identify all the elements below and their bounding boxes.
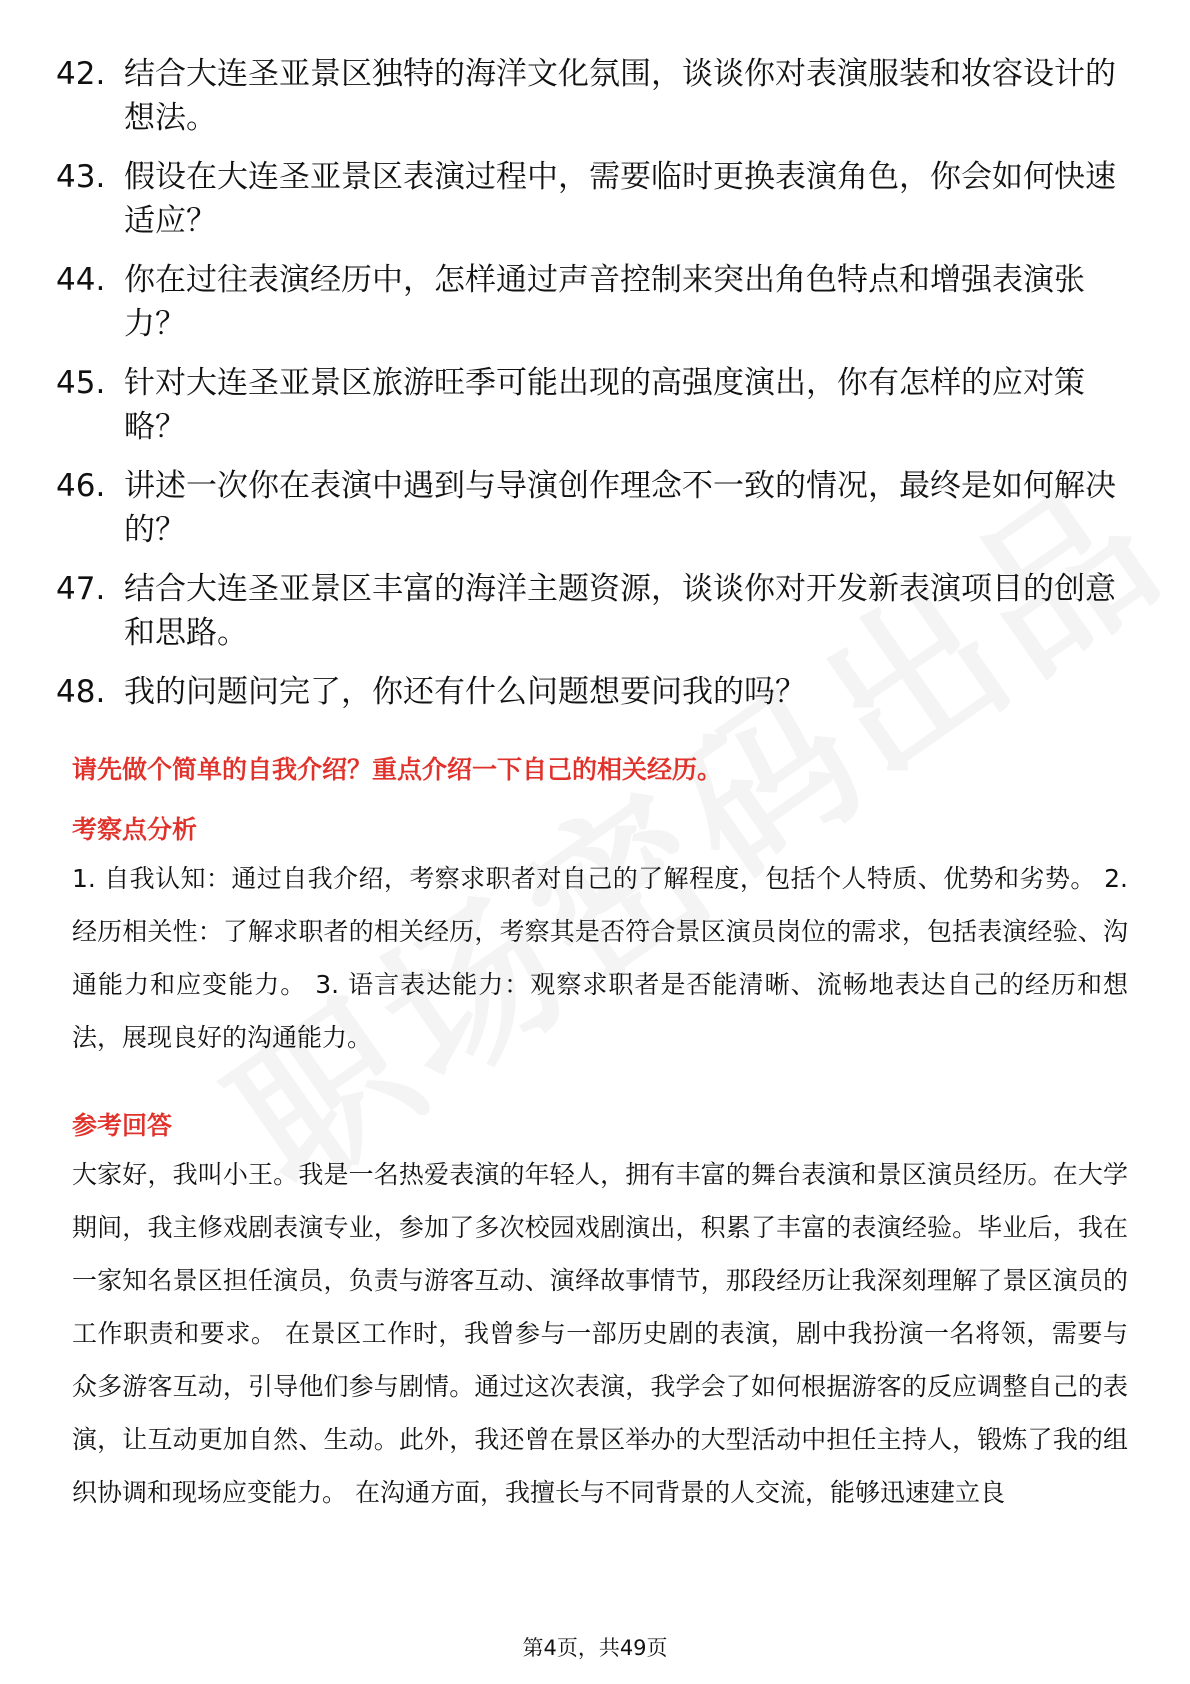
question-number: 46. xyxy=(56,468,106,504)
question-item xyxy=(56,567,1136,655)
featured-question: 请先做个简单的自我介绍？重点介绍一下自己的相关经历。 xyxy=(72,755,723,784)
question-item xyxy=(56,670,1136,714)
question-item xyxy=(56,258,1136,346)
reference-heading: 参考回答 xyxy=(72,1111,173,1140)
reference-section xyxy=(72,1108,1128,1519)
question-item xyxy=(56,464,1136,552)
question-number: 44. xyxy=(56,262,106,298)
analysis-section xyxy=(72,812,1128,1064)
question-item xyxy=(56,361,1136,449)
question-number: 45. xyxy=(56,365,106,401)
question-number: 47. xyxy=(56,571,106,607)
question-number: 42. xyxy=(56,56,106,92)
question-number: 48. xyxy=(56,674,106,710)
question-text: 我的问题问完了，你还有什么问题想要问我的吗？ xyxy=(124,674,806,710)
reference-text: 大家好，我叫小王。我是一名热爱表演的年轻人，拥有丰富的舞台表演和景区演员经历。在大学期间，我主修戏剧表演专业，参加了多次校园戏剧演出，积累了丰富的表演经验。毕业后，我在一家知名景区担任演员，负责与游客互动、演绎故事情节，那段经历让我深刻理解了景区演员的工作职责和要求。 在景区工作时，我曾参与一部历史剧的表演，剧中我扮演一名将领，需要与众多游客互动，引导他们参与剧情。通过这次表演，我学会了如何根据游客的反应调整自己的表演，让互动更加自然、生动。此外，我还曾在景区举办的大型活动中担任主持人，锻炼了我的组织协调和现场应变能力。 在沟通方面，我擅长与不同背景的人交流，能够迅速建立良 xyxy=(72,1160,1128,1507)
question-text: 讲述一次你在表演中遇到与导演创作理念不一致的情况，最终是如何解决的？ xyxy=(124,468,1116,548)
question-number: 43. xyxy=(56,159,106,195)
question-text: 结合大连圣亚景区丰富的海洋主题资源，谈谈你对开发新表演项目的创意和思路。 xyxy=(124,571,1116,651)
question-list xyxy=(56,52,1136,729)
question-item xyxy=(56,155,1136,243)
analysis-heading: 考察点分析 xyxy=(72,815,198,844)
question-text: 你在过往表演经历中，怎样通过声音控制来突出角色特点和增强表演张力？ xyxy=(124,262,1085,342)
question-text: 针对大连圣亚景区旅游旺季可能出现的高强度演出，你有怎样的应对策略？ xyxy=(124,365,1085,445)
question-item xyxy=(56,52,1136,140)
page-footer: 第4页，共49页 xyxy=(522,1636,668,1660)
featured-question-section xyxy=(72,752,1128,788)
question-text: 假设在大连圣亚景区表演过程中，需要临时更换表演角色，你会如何快速适应？ xyxy=(124,159,1116,239)
question-text: 结合大连圣亚景区独特的海洋文化氛围，谈谈你对表演服装和妆容设计的想法。 xyxy=(124,56,1116,136)
analysis-text: 1. 自我认知：通过自我介绍，考察求职者对自己的了解程度，包括个人特质、优势和劣势。 2. 经历相关性：了解求职者的相关经历，考察其是否符合景区演员岗位的需求，包括表演经验、沟通能力和应变能力。 3. 语言表达能力：观察求职者是否能清晰、流畅地表达自己的经历和想法，展现良好的沟通能力。 xyxy=(72,864,1128,1052)
